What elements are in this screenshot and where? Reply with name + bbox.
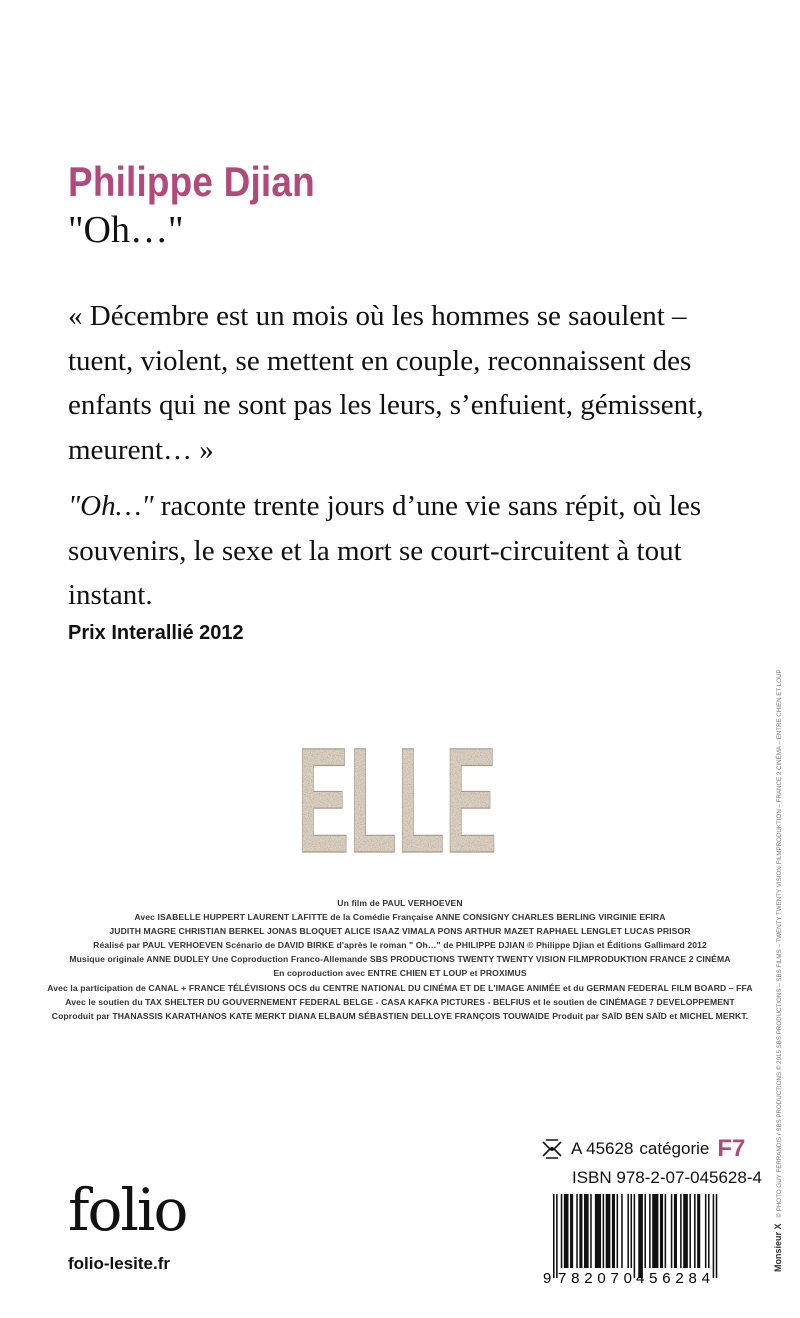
barcode-bar bbox=[716, 1194, 718, 1278]
prize-label: Prix Interallié 2012 bbox=[68, 622, 244, 644]
photo-credit-text: © PHOTO GUY FERRANDIS / SBS PRODUCTIONS © 2015 SBS PRODUCTIONS – SBS FILMS – TWENTY TWENTY VISION FILMPRODUKTION – FRANCE 2 CINÉMA – ENTRE CHIEN ET LOUP bbox=[776, 669, 783, 1218]
barcode-bar bbox=[579, 1194, 582, 1268]
book-quote: « Décembre est un mois où les hommes se saoulent – tuent, violent, se mettent en couple, reconnaissent des enfants qui ne sont pas les leurs, s’enfuient, gémissent, meurent… » bbox=[68, 300, 704, 466]
barcode-bar bbox=[660, 1194, 663, 1268]
credit-line: En coproduction avec ENTRE CHIEN ET LOUP et PROXIMUS bbox=[273, 968, 527, 979]
publisher-website-link[interactable]: folio-lesite.fr bbox=[68, 1254, 171, 1273]
barcode-bar bbox=[603, 1194, 605, 1268]
category-label: catégorie bbox=[639, 1139, 710, 1158]
barcode-bar bbox=[621, 1194, 623, 1268]
brand-credit: Monsieur X bbox=[773, 1223, 783, 1272]
barcode-bar bbox=[584, 1194, 589, 1268]
photo-credit bbox=[769, 669, 789, 1272]
movie-logo-text: ELLE bbox=[297, 716, 497, 884]
barcode-bar bbox=[665, 1194, 667, 1268]
barcode-bar bbox=[612, 1194, 615, 1268]
barcode-bar bbox=[644, 1194, 646, 1268]
barcode bbox=[539, 1194, 717, 1286]
credit-line: Réalisé par PAUL VERHOEVEN Scénario de DAVID BIRKE d'après le roman " Oh…" de PHILIPPE DJIAN © Philippe Djian et Éditions Gallimard 2012 bbox=[93, 940, 707, 951]
credit-line: Coproduit par THANASSIS KARATHANOS KATE MERKT DIANA ELBAUM SÉBASTIEN DELLOYE FRANÇOIS TOUWAIDE Produit par SAÏD BEN SAÏD et MICHEL MERKT. bbox=[51, 1010, 749, 1021]
barcode-digit-group-right: 456284 bbox=[636, 1270, 710, 1287]
barcode-bar bbox=[564, 1194, 569, 1268]
barcode-bar bbox=[606, 1194, 611, 1268]
folio-logo: folio bbox=[68, 1176, 187, 1244]
barcode-bar bbox=[708, 1194, 710, 1268]
barcode-bar bbox=[674, 1194, 677, 1268]
barcode-bar bbox=[634, 1194, 636, 1278]
barcode-bar bbox=[638, 1194, 643, 1278]
credit-line: Avec le soutien du TAX SHELTER DU GOUVERNEMENT FEDERAL BELGE - CASA KAFKA PICTURES - BELFIUS et le soutien de CINÉMAGE 7 DEVELOPPEMENT bbox=[65, 996, 735, 1007]
book-title: "Oh…" bbox=[68, 209, 184, 251]
barcode-bar bbox=[561, 1194, 563, 1268]
barcode-bar bbox=[694, 1194, 696, 1268]
category-code: F7 bbox=[717, 1135, 746, 1162]
barcode-bar bbox=[705, 1194, 707, 1268]
credit-line: Avec la participation de CANAL + FRANCE TÉLÉVISIONS OCS du CENTRE NATIONAL DU CINÉMA ET DE L'IMAGE ANIMÉE et du GERMAN FEDERAL FILM BOARD – FFA bbox=[47, 982, 753, 993]
barcode-bar bbox=[680, 1194, 682, 1268]
barcode-bar bbox=[576, 1194, 578, 1268]
barcode-bar bbox=[627, 1194, 629, 1268]
movie-logo bbox=[295, 716, 500, 884]
barcode-bar bbox=[697, 1194, 700, 1268]
barcode-bar bbox=[595, 1194, 601, 1268]
gallimard-emblem-icon bbox=[541, 1139, 563, 1159]
barcode-bar bbox=[683, 1194, 688, 1268]
barcode-bar bbox=[553, 1194, 555, 1278]
isbn: ISBN 978-2-07-045628-4 bbox=[572, 1168, 762, 1187]
blurb-text: raconte trente jours d’une vie sans répit, où les souvenirs, le sexe et la mort se court-circuitent à tout instant. bbox=[68, 490, 702, 611]
barcode-digit-group-left: 782070 bbox=[558, 1270, 632, 1287]
barcode-bar bbox=[713, 1194, 715, 1278]
author-name: Philippe Djian bbox=[68, 158, 315, 205]
book-blurb bbox=[68, 484, 738, 618]
stock-code: A 45628 bbox=[571, 1139, 634, 1158]
barcode-bar bbox=[671, 1194, 673, 1268]
barcode-bar bbox=[617, 1194, 619, 1268]
barcode-bar bbox=[631, 1194, 633, 1268]
barcode-bar bbox=[570, 1194, 573, 1268]
barcode-bar bbox=[556, 1194, 558, 1278]
barcode-bar bbox=[590, 1194, 592, 1268]
movie-credits bbox=[40, 896, 760, 1023]
blurb-title: "Oh…" bbox=[68, 490, 154, 522]
credit-line: JUDITH MAGRE CHRISTIAN BERKEL JONAS BLOQUET ALICE ISAAZ VIMALA PONS ARTHUR MAZET RAPHAEL LENGLET LUCAS PRISOR bbox=[109, 926, 691, 937]
barcode-bar bbox=[652, 1194, 658, 1268]
credit-line: Avec ISABELLE HUPPERT LAURENT LAFITTE de la Comédie Française ANNE CONSIGNY CHARLES BERLING VIRGINIE EFIRA bbox=[134, 912, 666, 923]
barcode-digit-lead: 9 bbox=[543, 1270, 552, 1287]
credit-line: Un film de PAUL VERHOEVEN bbox=[337, 898, 463, 908]
price-row bbox=[541, 1134, 746, 1164]
barcode-bar bbox=[649, 1194, 651, 1268]
barcode-bar bbox=[689, 1194, 691, 1268]
credit-line: Musique originale ANNE DUDLEY Une Coproduction Franco-Allemande SBS PRODUCTIONS TWENTY TWENTY VISION FILMPRODUKTION FRANCE 2 CINÉMA bbox=[69, 954, 731, 965]
